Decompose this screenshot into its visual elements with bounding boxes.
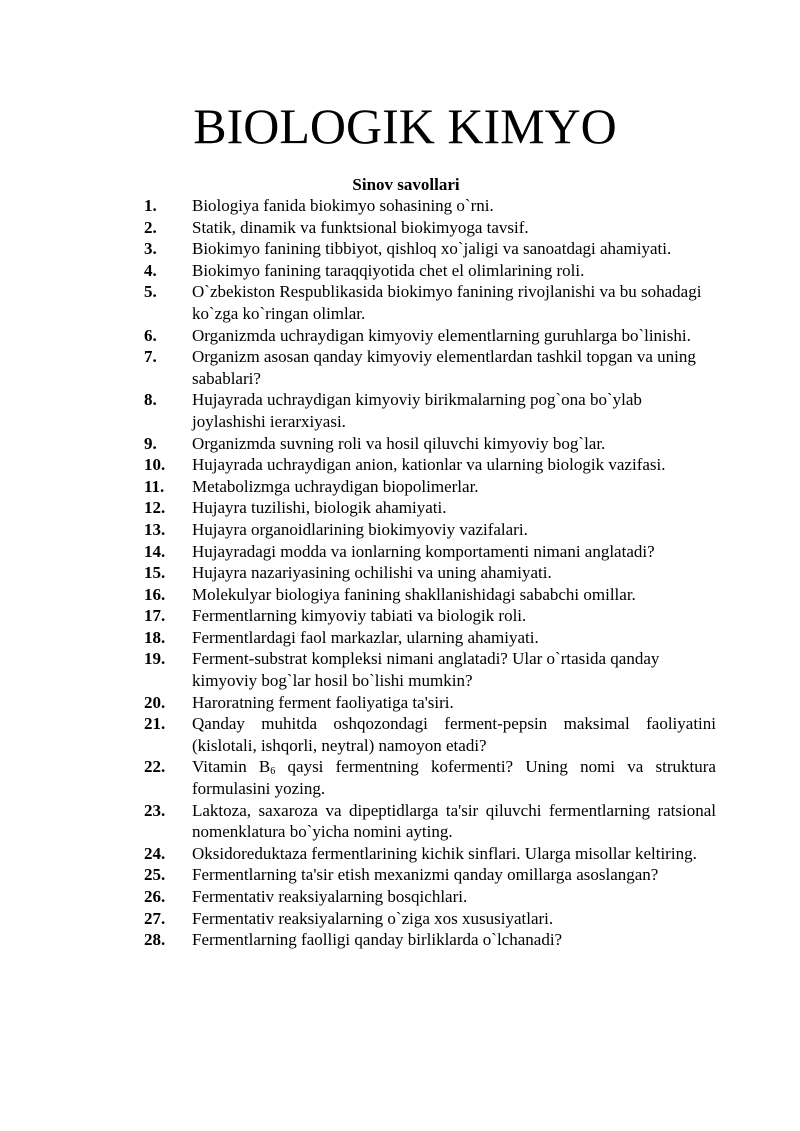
question-text: Fermentlarning faolligi qanday birliklarda o`lchanadi?: [192, 930, 563, 950]
question-item: [0, 929, 800, 951]
question-item: [0, 238, 800, 260]
question-number: 7.: [144, 347, 157, 367]
question-item: [0, 800, 800, 843]
question-text: Fermentlarning kimyoviy tabiati va biologik roli.: [192, 606, 527, 626]
question-number: 24.: [144, 843, 166, 863]
question-number: 3.: [144, 239, 157, 259]
question-item: [0, 195, 800, 217]
question-item: [0, 541, 800, 563]
question-number: 4.: [144, 260, 157, 280]
question-text: [192, 756, 716, 799]
question-item: [0, 605, 800, 627]
question-number: 21.: [144, 714, 166, 734]
question-text: Molekulyar biologiya fanining shakllanishidagi sababchi omillar.: [192, 584, 636, 604]
question-text: Biologiya fanida biokimyo sohasining o`rni.: [192, 196, 494, 215]
question-text: Biokimyo fanining taraqqiyotida chet el olimlarining roli.: [192, 260, 585, 280]
question-item: [0, 648, 800, 691]
question-text: Hujayradagi modda va ionlarning komportamenti nimani anglatadi?: [192, 541, 655, 561]
question-number: 25.: [144, 865, 166, 885]
question-text: Fermentlardagi faol markazlar, ularning ahamiyati.: [192, 627, 539, 647]
question-text: Hujayra tuzilishi, biologik ahamiyati.: [192, 498, 447, 518]
question-number: 2.: [144, 217, 157, 237]
question-number: 23.: [144, 800, 166, 820]
question-number: 11.: [144, 476, 165, 496]
question-item: [0, 519, 800, 541]
question-number: 20.: [144, 692, 166, 712]
question-number: 8.: [144, 390, 157, 410]
subscript: 6: [270, 766, 276, 778]
question-item: [0, 325, 800, 347]
question-text: Organizm asosan qanday kimyoviy elementlardan tashkil topgan va uning sabablari?: [192, 347, 696, 388]
question-item: [0, 692, 800, 714]
question-text: Oksidoreduktaza fermentlarining kichik sinflari. Ularga misollar keltiring.: [192, 843, 697, 863]
question-text: Metabolizmga uchraydigan biopolimerlar.: [192, 476, 479, 496]
question-text: Organizmda suvning roli va hosil qiluvchi kimyoviy bog`lar.: [192, 433, 606, 453]
question-item: [0, 843, 800, 865]
question-number: 28.: [144, 930, 166, 950]
section-subtitle: Sinov savollari: [352, 175, 460, 194]
question-text: Hujayrada uchraydigan anion, kationlar va ularning biologik vazifasi.: [192, 455, 666, 475]
question-number: 14.: [144, 541, 166, 561]
question-text: Ferment-substrat kompleksi nimani anglatadi? Ular o`rtasida qanday kimyoviy bog`lar hosil bo`lishi mumkin?: [192, 649, 660, 691]
question-text: O`zbekiston Respublikasida biokimyo fanining rivojlanishi va bu sohadagi ko`zga ko`ringan olimlar.: [192, 282, 702, 323]
question-text: Biokimyo fanining tibbiyot, qishloq xo`jaligi va sanoatdagi ahamiyati.: [192, 239, 672, 259]
question-number: 6.: [144, 325, 157, 345]
question-item: [0, 346, 800, 389]
question-text: Fermentlarning ta'sir etish mexanizmi qanday omillarga asoslangan?: [192, 865, 659, 885]
question-text: Qanday muhitda oshqozondagi ferment-pepsin maksimal faoliyatini (kislotali, ishqorli, neytral) namoyon etadi?: [192, 714, 716, 755]
question-number: 22.: [144, 757, 166, 777]
question-text: Hujayra organoidlarining biokimyoviy vazifalari.: [192, 519, 528, 539]
question-number: 18.: [144, 627, 166, 647]
question-item: [0, 627, 800, 649]
question-text: Laktoza, saxaroza va dipeptidlarga ta'sir qiluvchi fermentlarning ratsional nomenklatura bo`yicha nomini ayting.: [192, 800, 716, 842]
question-item: [0, 497, 800, 519]
question-item: [0, 908, 800, 930]
question-item: [0, 584, 800, 606]
question-text: Haroratning ferment faoliyatiga ta'siri.: [192, 692, 454, 712]
question-number: 10.: [144, 455, 166, 475]
question-number: 26.: [144, 887, 166, 906]
question-item: [0, 281, 800, 324]
question-number: 27.: [144, 908, 166, 928]
question-number: 13.: [144, 519, 166, 539]
question-item: [0, 713, 800, 756]
question-item: [0, 562, 800, 584]
question-number: 16.: [144, 584, 166, 604]
question-text-part: qaysi fermentning kofermenti? Uning nomi va struktura formulasini yozing.: [192, 757, 716, 799]
question-item: [0, 454, 800, 476]
question-text: Hujayra nazariyasining ochilishi va uning ahamiyati.: [192, 563, 552, 583]
question-item: [0, 217, 800, 239]
question-number: 12.: [144, 498, 166, 518]
question-number: 1.: [144, 196, 157, 215]
question-text: Organizmda uchraydigan kimyoviy elementlarning guruhlarga bo`linishi.: [192, 325, 691, 345]
question-item: [0, 886, 800, 908]
question-number: 17.: [144, 606, 166, 626]
question-item: [0, 476, 800, 498]
question-text: Hujayrada uchraydigan kimyoviy birikmalarning pog`ona bo`ylab joylashishi ierarxiyasi.: [192, 390, 642, 431]
question-item: [0, 864, 800, 886]
question-number: 9.: [144, 433, 157, 453]
question-text: Statik, dinamik va funktsional biokimyoga tavsif.: [192, 217, 529, 237]
question-number: 15.: [144, 563, 166, 583]
question-item: [0, 433, 800, 455]
question-item: [0, 389, 800, 432]
document-title: BIOLOGIK KIMYO: [193, 98, 617, 154]
question-item: [0, 756, 800, 799]
question-number: 5.: [144, 282, 157, 302]
question-list: [0, 195, 800, 951]
question-text: Fermentativ reaksiyalarning bosqichlari.: [192, 887, 468, 906]
question-number: 19.: [144, 649, 166, 669]
question-text: Fermentativ reaksiyalarning o`ziga xos xususiyatlari.: [192, 908, 554, 928]
question-item: [0, 260, 800, 282]
question-text-part: Vitamin B: [192, 757, 271, 777]
